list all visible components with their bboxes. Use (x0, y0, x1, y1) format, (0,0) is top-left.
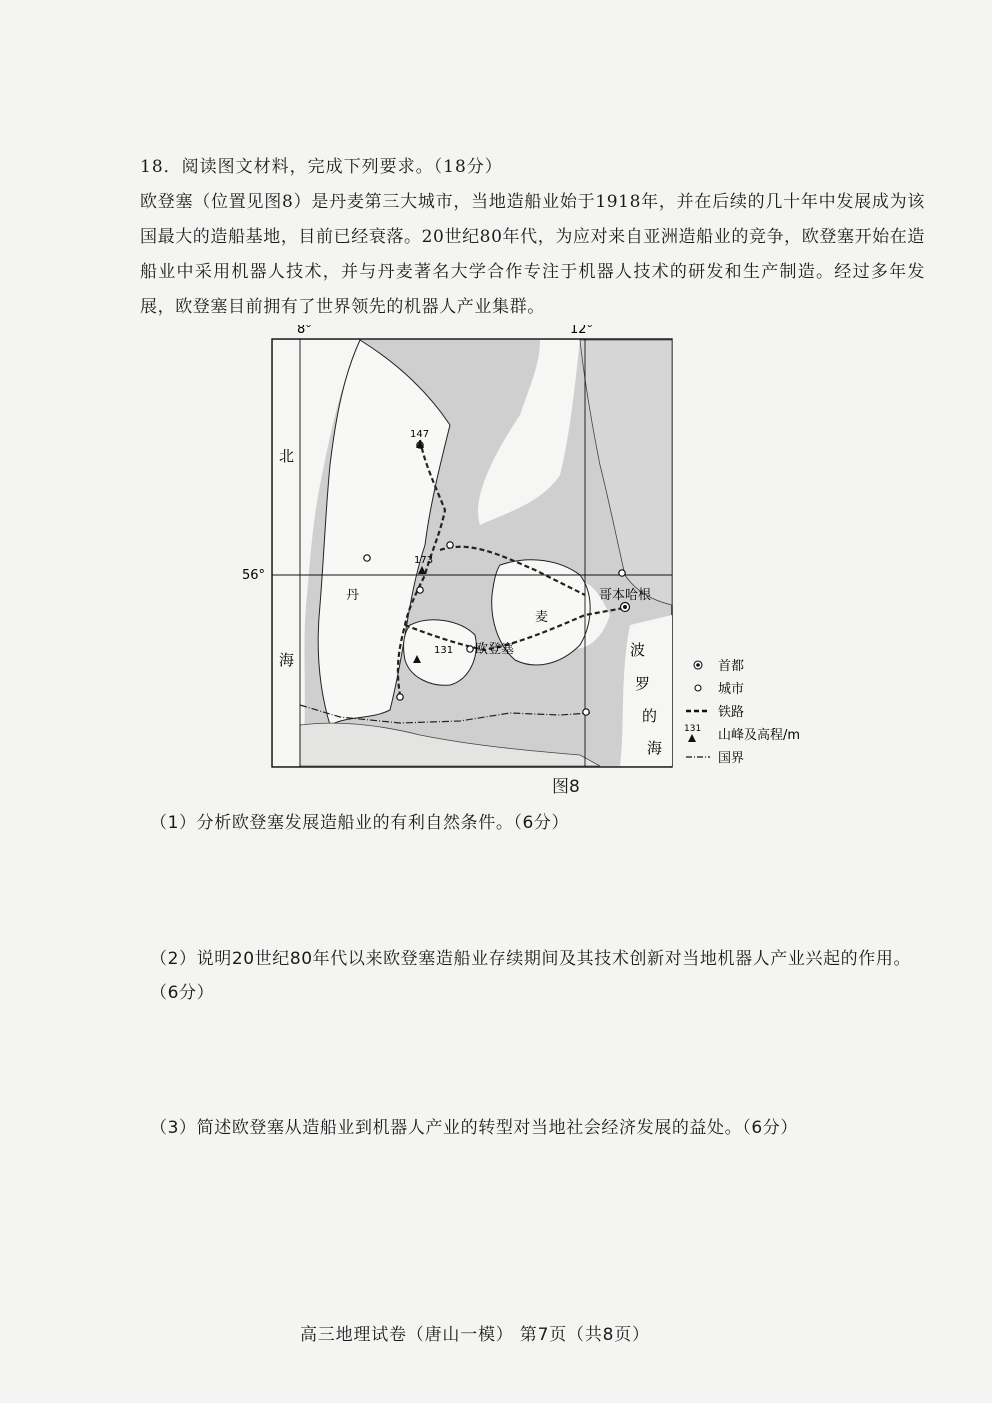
peak-label: 173 (414, 555, 434, 566)
sea-char: 海 (279, 651, 295, 669)
legend-border: 国界 (718, 751, 745, 766)
peak-label: 147 (410, 429, 430, 440)
legend-peak: 山峰及高程/m (718, 728, 801, 743)
question-intro: 欧登塞（位置见图8）是丹麦第三大城市，当地造船业始于1918年，并在后续的几十年中发展成为该国最大的造船基地，目前已经衰落。20世纪80年代，为应对来自亚洲造船业的竞争，欧登塞开始在造船业中采用机器人技术，并与丹麦著名大学合作专注于机器人技术的研发和生产制造。经过多年发展，欧登塞目前拥有了世界领先的机器人产业集群。 (140, 192, 925, 317)
city-marker (583, 709, 589, 715)
legend-railway: 铁路 (718, 705, 745, 720)
peak-label: 131 (434, 645, 454, 656)
baltic-char: 波 (630, 641, 646, 659)
page-footer: 高三地理试卷（唐山一模） 第7页（共8页） (300, 1325, 650, 1345)
baltic-char: 的 (642, 707, 658, 725)
sub-question-2: （2）说明20世纪80年代以来欧登塞造船业存续期间及其技术创新对当地机器人产业兴起的作用。（6分） (150, 949, 912, 1003)
map-legend (684, 658, 800, 766)
odense-marker (467, 646, 473, 652)
sub-question-1: （1）分析欧登塞发展造船业的有利自然条件。（6分） (150, 813, 570, 833)
legend-capital: 首都 (718, 659, 745, 674)
city-marker (364, 555, 370, 561)
city-marker (417, 587, 423, 593)
lon-label-12: 12° (570, 325, 594, 337)
figure-caption: 图8 (552, 777, 580, 797)
lon-label-8: 8° (297, 325, 312, 337)
legend-peak-sample: 131 (684, 724, 702, 734)
baltic-char: 海 (647, 739, 663, 757)
sub-question-3: （3）简述欧登塞从造船业到机器人产业的转型对当地社会经济发展的益处。（6分） (150, 1118, 798, 1138)
sea-char: 北 (279, 447, 295, 465)
denmark-map (240, 325, 840, 795)
lat-label-56: 56° (242, 568, 266, 583)
capital-label: 哥本哈根 (599, 588, 652, 603)
city-marker (447, 542, 453, 548)
question-heading: 18．阅读图文材料，完成下列要求。（18分） (140, 157, 503, 177)
country-char: 麦 (535, 610, 549, 625)
odense-label: 欧登塞 (475, 642, 515, 657)
city-marker (397, 694, 403, 700)
legend-city: 城市 (718, 682, 745, 697)
baltic-char: 罗 (635, 675, 651, 693)
city-marker (619, 570, 625, 576)
country-char: 丹 (346, 588, 360, 603)
